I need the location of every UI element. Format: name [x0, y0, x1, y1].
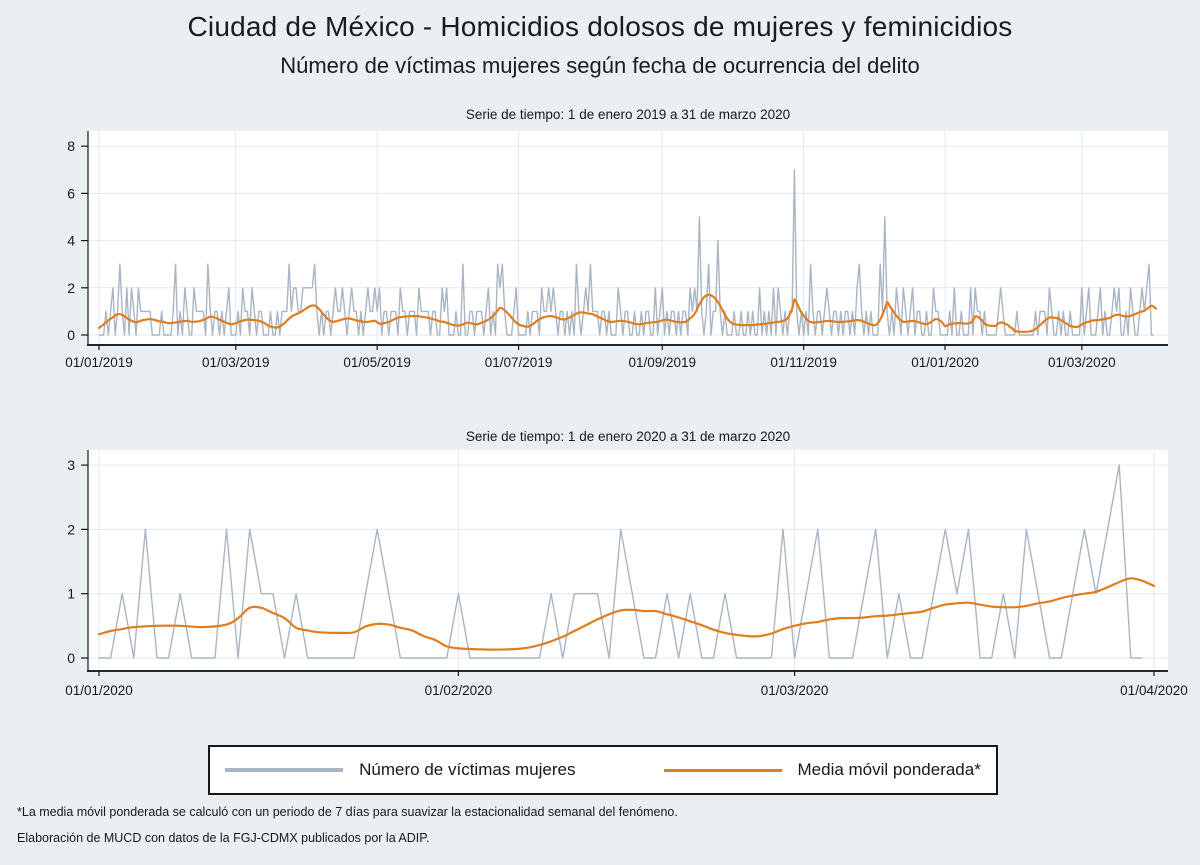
x-tick-label: 01/03/2019: [201, 355, 270, 370]
x-tick-label: 01/09/2019: [628, 355, 697, 370]
x-tick-label: 01/04/2020: [1120, 683, 1188, 698]
x-tick-label: 01/01/2019: [65, 355, 133, 370]
y-tick-label: 2: [67, 521, 75, 538]
y-tick-label: 1: [67, 585, 75, 602]
x-tick-label: 01/01/2020: [911, 355, 979, 370]
time-series-chart-2020: [0, 448, 1200, 710]
x-tick-label: 01/01/2020: [65, 683, 133, 698]
page-subtitle: Número de víctimas mujeres según fecha de ocurrencia del delito: [280, 53, 920, 78]
y-tick-label: 0: [67, 650, 75, 666]
footnote-source: Elaboración de MUCD con datos de la FGJ-CDMX publicados por la ADIP.: [17, 831, 430, 845]
legend-label-victims: Número de víctimas mujeres: [359, 760, 576, 779]
plot-area: [88, 450, 1168, 671]
legend-item-victims: [225, 760, 575, 780]
panel2-title: Serie de tiempo: 1 de enero 2020 a 31 de marzo 2020: [465, 429, 791, 444]
x-tick-label: 01/03/2020: [760, 683, 829, 698]
footnote-moving-average: *La media móvil ponderada se calculó con un periodo de 7 días para suavizar la estacionalidad semanal del fenómeno.: [17, 805, 678, 819]
time-series-chart-2019-2020: [0, 126, 1200, 384]
y-tick-label: 2: [67, 279, 75, 296]
legend-item-moving-average: [664, 760, 981, 780]
x-tick-label: 01/03/2020: [1048, 355, 1116, 370]
y-tick-label: 3: [67, 457, 75, 474]
y-tick-label: 8: [67, 138, 75, 155]
x-tick-label: 01/07/2019: [484, 355, 553, 370]
y-tick-label: 0: [67, 327, 75, 343]
y-tick-label: 4: [67, 232, 75, 249]
x-tick-label: 01/11/2019: [770, 355, 837, 370]
panel1-title: Serie de tiempo: 1 de enero 2019 a 31 de marzo 2020: [465, 107, 791, 122]
y-tick-label: 6: [67, 185, 75, 202]
page-title: Ciudad de México - Homicidios dolosos de mujeres y feminicidios: [187, 11, 1013, 42]
x-tick-label: 01/05/2019: [343, 355, 411, 370]
victims-series-line-sample: [225, 768, 343, 772]
x-tick-label: 01/02/2020: [424, 683, 493, 698]
chart-legend: [208, 745, 998, 795]
moving-average-line-sample: [664, 769, 782, 772]
legend-label-moving-average: Media móvil ponderada*: [797, 760, 981, 779]
